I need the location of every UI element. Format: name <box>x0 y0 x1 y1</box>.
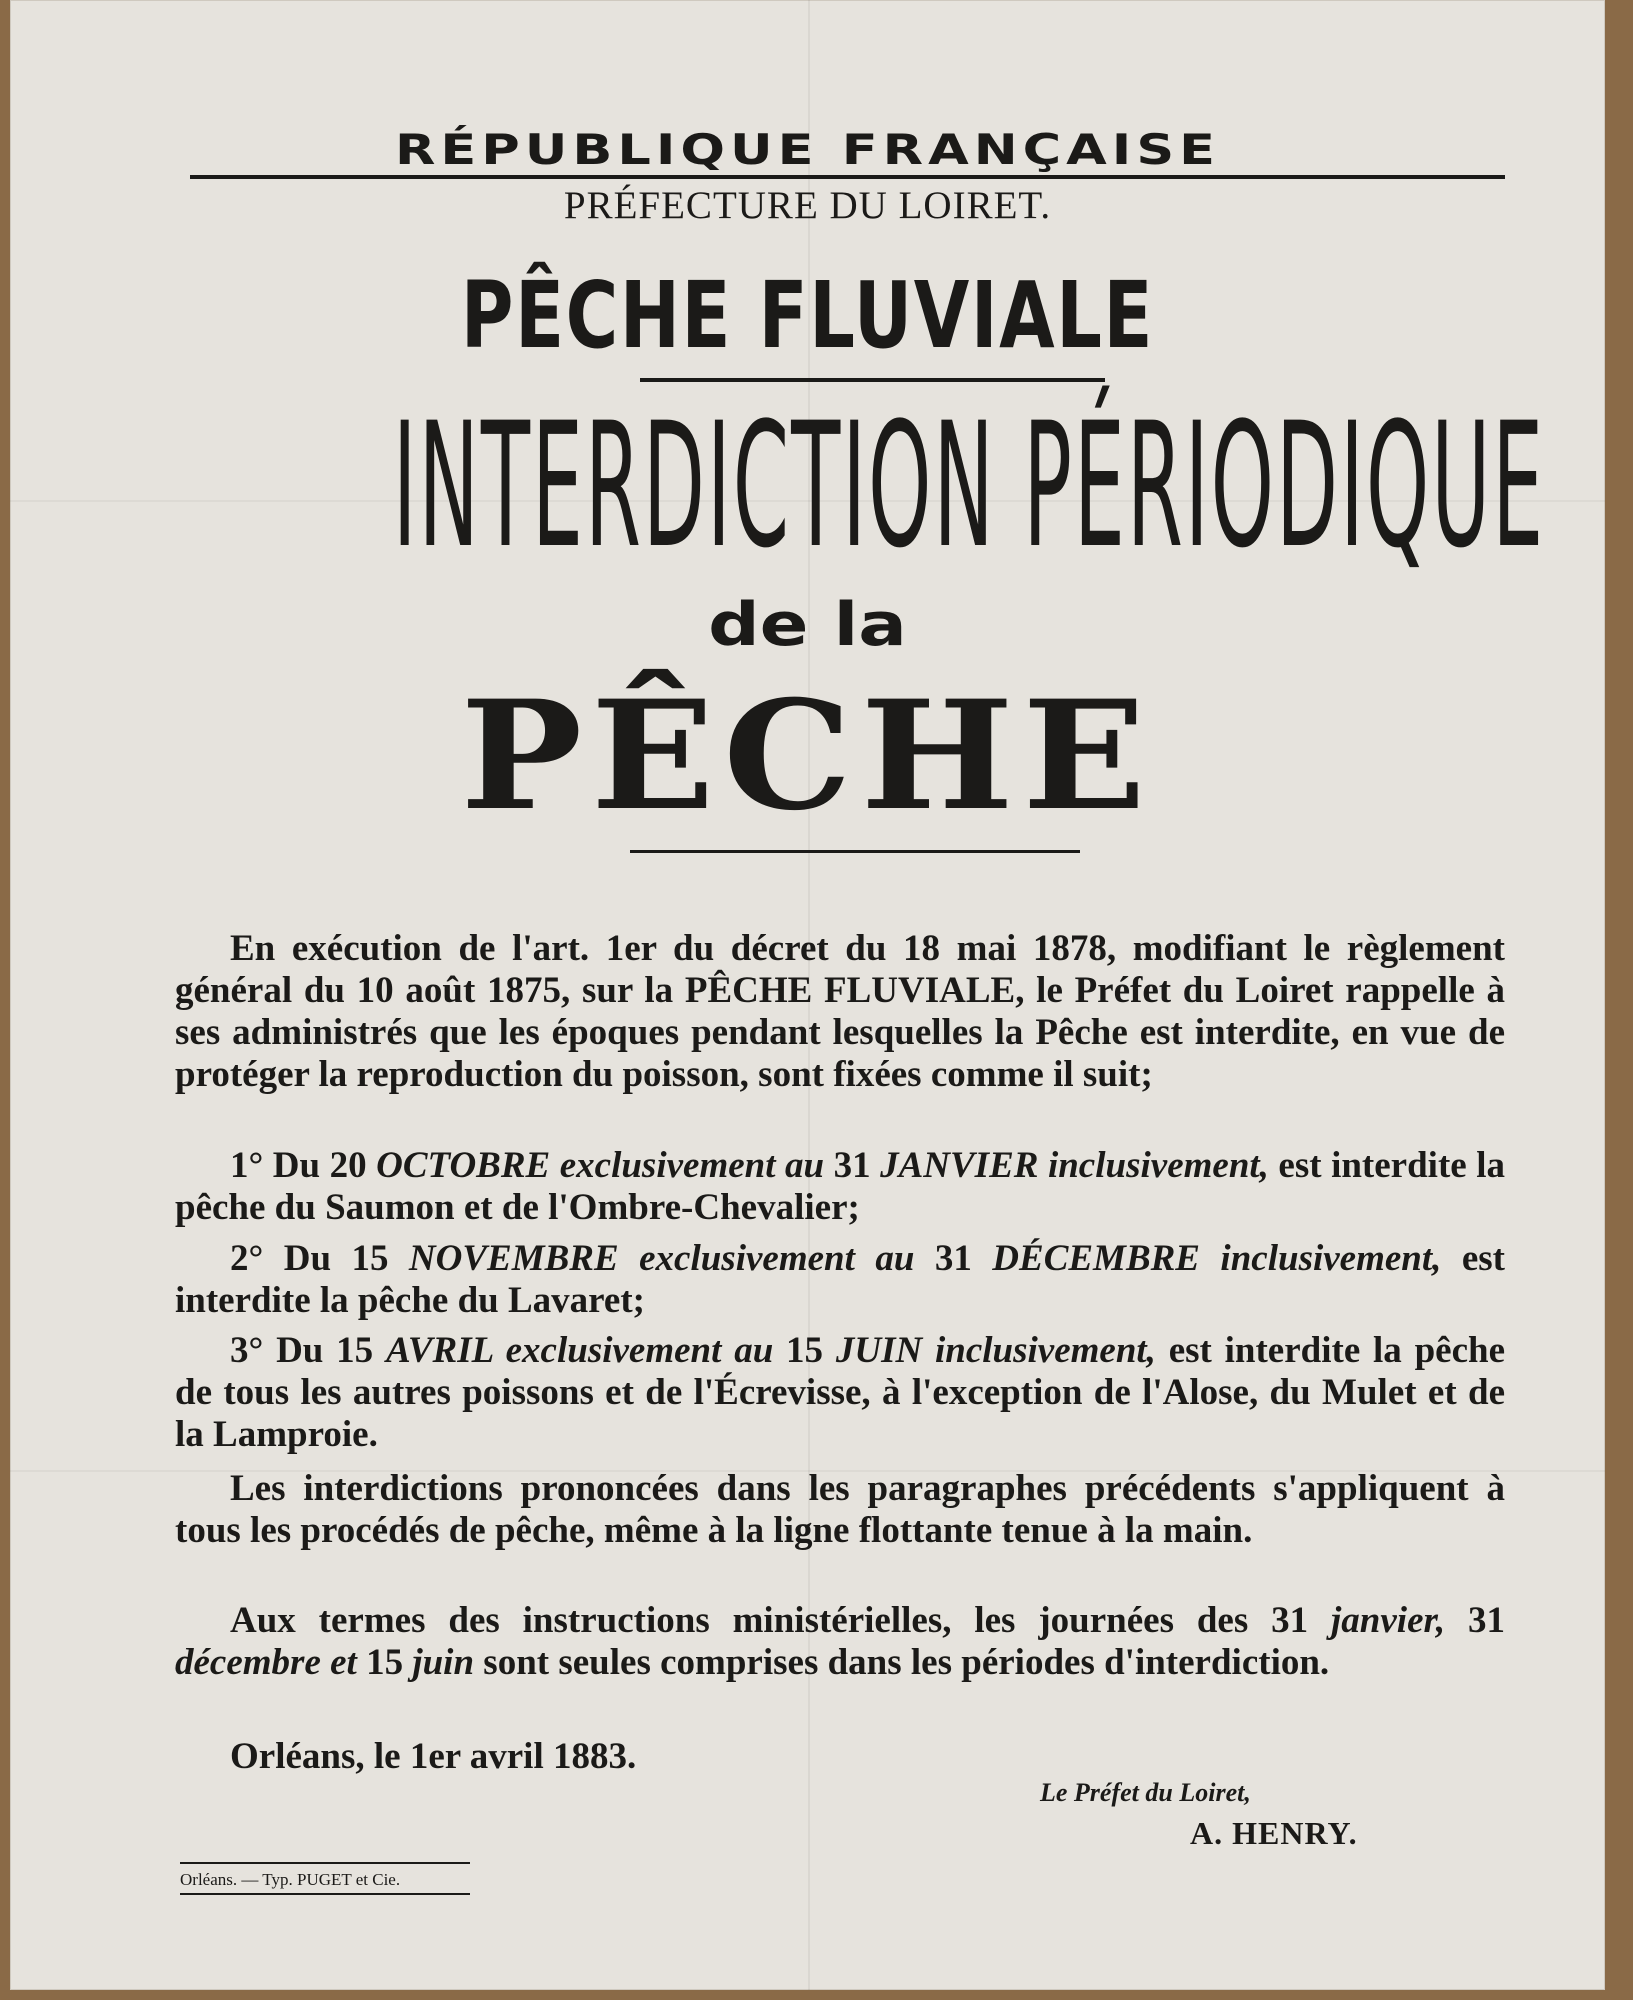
text: est interdite la pêche du Lavaret; <box>175 1238 1505 1321</box>
text-italic: DÉCEMBRE inclusivement, <box>992 1238 1442 1279</box>
text: est interdite la pêche de tous les autres poissons et de l'Écrevisse, à l'exception de l'Alose, du Mulet et de la Lamproie. <box>175 1330 1506 1455</box>
title-de-la: de la <box>708 590 907 660</box>
text: 3° Du 15 <box>230 1330 386 1371</box>
signer-title: Le Préfet du Loiret, <box>1040 1778 1251 1807</box>
signature-name: A. HENRY. <box>1190 1815 1358 1851</box>
text: 15 <box>773 1330 836 1371</box>
printer-imprint: Orléans. — Typ. PUGET et Cie. <box>180 1870 401 1889</box>
text: 15 <box>356 1642 413 1683</box>
text-italic: janvier, <box>1331 1600 1446 1641</box>
text-italic: juin <box>412 1642 475 1683</box>
text: Aux termes des instructions ministérielles, les journées des 31 <box>230 1600 1332 1641</box>
date-line: Orléans, le 1er avril 1883. <box>230 1736 637 1777</box>
text-italic: JUIN inclusivement, <box>835 1330 1156 1371</box>
prefecture-heading: PRÉFECTURE DU LOIRET. <box>563 184 1052 227</box>
text-italic: NOVEMBRE exclusivement au <box>408 1238 915 1279</box>
printer-rule <box>180 1862 470 1864</box>
title-interdiction: INTERDICTION PÉRIODIQUE <box>392 385 1546 586</box>
paragraph-rule-1 <box>175 1145 1505 1229</box>
text: 31 <box>1445 1600 1505 1641</box>
heading-rule <box>190 175 1505 179</box>
paragraph-instructions <box>175 1600 1505 1684</box>
republique-heading: RÉPUBLIQUE FRANÇAISE <box>394 125 1221 174</box>
text-italic: AVRIL exclusivement au <box>385 1330 774 1371</box>
title-peche: PÊCHE <box>460 668 1155 844</box>
text: 1° Du 20 <box>230 1145 377 1186</box>
title-peche-fluviale: PÊCHE FLUVIALE <box>460 262 1155 369</box>
poster <box>10 0 1605 1990</box>
title-rule <box>640 378 1105 382</box>
text: 2° Du 15 <box>230 1238 409 1279</box>
text: est interdite la pêche du Saumon et de l'Ombre-Chevalier; <box>175 1145 1505 1228</box>
text: sont seules comprises dans les périodes d'interdiction. <box>474 1642 1330 1683</box>
printer-rule <box>180 1893 470 1895</box>
text-italic: JANVIER inclusivement, <box>880 1145 1269 1186</box>
title-rule <box>630 850 1080 853</box>
text-italic: décembre et <box>175 1642 357 1683</box>
paragraph-rule-3 <box>175 1330 1505 1456</box>
paragraph-intro: En exécution de l'art. 1er du décret du 18 mai 1878, modifiant le règlement général du 10 août 1875, sur la PÊCHE FLUVIALE, le Préfet du Loiret rappelle à ses administrés que les époques pendant lesquelles la Pêche est interdite, en vue de protéger la reproduction du poisson, sont fixées comme il suit; <box>175 928 1505 1095</box>
paragraph-rule-2 <box>175 1238 1505 1322</box>
text: 31 <box>914 1238 993 1279</box>
paragraph-procedures: Les interdictions prononcées dans les paragraphes précédents s'appliquent à tous les procédés de pêche, même à la ligne flottante tenue à la main. <box>175 1468 1505 1551</box>
text: 31 <box>824 1145 881 1186</box>
text-italic: OCTOBRE exclusivement au <box>376 1145 825 1186</box>
